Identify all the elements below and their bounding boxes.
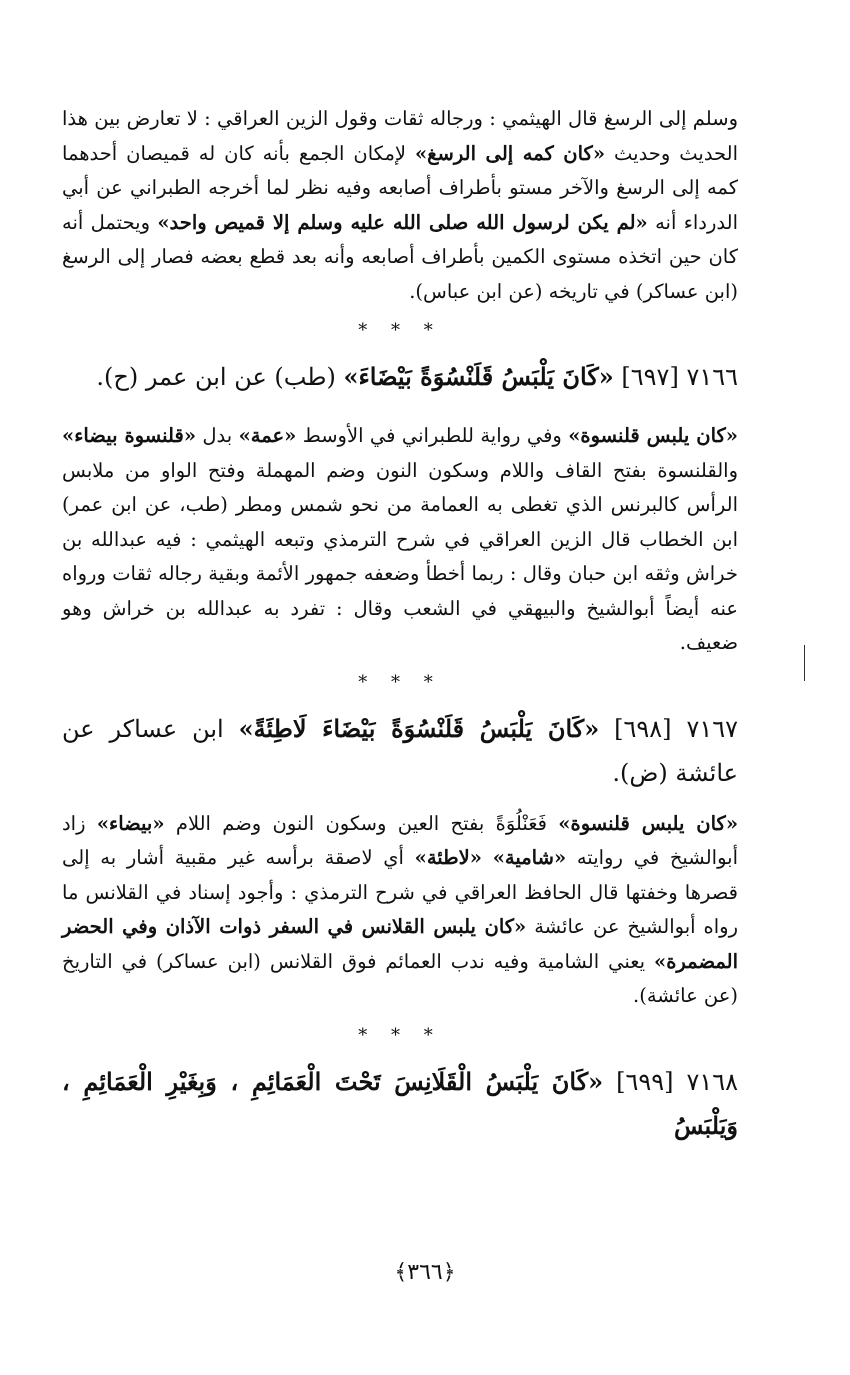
commentary-text: زاد أبوالشيخ في روايته: [62, 811, 738, 869]
section-separator: * * *: [358, 671, 442, 693]
commentary-paragraph-3: [62, 807, 738, 1014]
hadith-text: «كَانَ يَلْبَسُ الْقَلَانِسَ تَحْتَ الْعَمَائِمِ ، وَبِغَيْرِ الْعَمَائِمِ ، وَيَلْبَسُ: [62, 1066, 738, 1140]
commentary-paragraph-1: [62, 102, 738, 309]
section-separator: * * *: [358, 1024, 442, 1046]
commentary-text: والقلنسوة بفتح القاف واللام وسكون النون وضم المهملة وفتح الواو من ملابس الرأس كالبرنس الذي تغطى به العمامة من نحو شمس ومطر (طب، عن ابن عمر) ابن الخطاب قال الزين العراقي في شرح الترمذي وتبعه الهيثمي : فيه عبدالله بن خراش وثقه ابن حبان وقال : ربما أخطأ وضعفه جمهور الأئمة وبقية رجاله ثقات ورواه عنه أيضاً أبوالشيخ والبيهقي في الشعب وقال : تفرد به عبدالله بن خراش وهو ضعيف.: [62, 458, 738, 654]
hadith-source: ابن عساكر عن عائشة (ض).: [62, 714, 738, 787]
quoted-hadith-text: «لم يكن لرسول الله صلى الله عليه وسلم إلا قميص واحد»: [157, 210, 648, 234]
commentary-text: ويحتمل أنه كان حين اتخذه مستوى الكمين بأطراف أصابعه وأنه بعد قطع بعضه فصار إلى الرسغ (ابن عساكر) في تاريخه (عن ابن عباس).: [62, 210, 738, 303]
hadith-number: ٧١٦٧ [٦٩٨]: [614, 714, 738, 743]
commentary-text: أي لاصقة برأسه غير مقبية أشار به إلى قصرها وخفتها قال الحافظ العراقي في شرح الترمذي : وأجود إسناد في القلانس ما رواه أبوالشيخ عن عائشة: [62, 846, 739, 938]
quoted-hadith-text: «شامية»: [492, 846, 567, 869]
commentary-text: فَعَنْلُوَةً بفتح العين وسكون النون وضم اللام: [164, 811, 559, 835]
commentary-text: يعني الشامية وفيه ندب العمائم فوق القلانس (ابن عساكر) في التاريخ (عن عائشة).: [62, 949, 738, 1007]
quoted-hadith-text: «لاطئة»: [414, 846, 482, 869]
commentary-text: لإمكان الجمع بأنه كان له قميصان أحدهما كمه إلى الرسغ والآخر مستو بأطراف أصابعه وفيه نظر لما أخرجه الطبراني عن أبي الدرداء أنه: [62, 141, 738, 234]
quoted-hadith-text: «كان يلبس قلنسوة»: [568, 424, 738, 447]
hadith-number: ٧١٦٦ [٦٩٧]: [621, 363, 738, 391]
section-separator: * * *: [358, 320, 442, 341]
hadith-number: ٧١٦٨ [٦٩٩]: [616, 1067, 738, 1096]
quoted-hadith-text: «عمة»: [238, 424, 297, 447]
quoted-hadith-text: «كان كمه إلى الرسغ»: [414, 141, 606, 165]
hadith-7167: [62, 707, 738, 795]
quoted-hadith-text: «كان يلبس قلنسوة»: [558, 811, 739, 835]
hadith-7168: [62, 1060, 738, 1148]
page-edge-mark: [804, 645, 805, 681]
quoted-hadith-text: «بيضاء»: [96, 811, 165, 835]
quoted-hadith-text: «قلنسوة بيضاء»: [62, 424, 197, 447]
commentary-text: [482, 846, 493, 869]
hadith-7166: [62, 355, 738, 399]
commentary-text: بدل: [196, 424, 239, 447]
page-number: ﴿٣٦٦﴾: [394, 1260, 456, 1285]
commentary-text: وفي رواية للطبراني في الأوسط: [296, 424, 569, 447]
quoted-hadith-text: «كان يلبس القلانس في السفر ذوات الآذان وفي الحضر المضمرة»: [62, 915, 738, 973]
page-body: [62, 102, 738, 1148]
commentary-paragraph-2: [62, 419, 738, 661]
hadith-text: «كَانَ يَلْبَسُ قَلَنْسُوَةً بَيْضَاءَ»: [343, 362, 614, 391]
commentary-text: وسلم إلى الرسغ قال الهيثمي : ورجاله ثقات وقول الزين العراقي : لا تعارض بين هذا الحديث وحديث: [62, 107, 738, 165]
hadith-source: (طب) عن ابن عمر (ح).: [96, 363, 336, 391]
hadith-text: «كَانَ يَلْبَسُ قَلَنْسُوَةً بَيْضَاءَ لَاطِئَةً»: [238, 713, 600, 743]
